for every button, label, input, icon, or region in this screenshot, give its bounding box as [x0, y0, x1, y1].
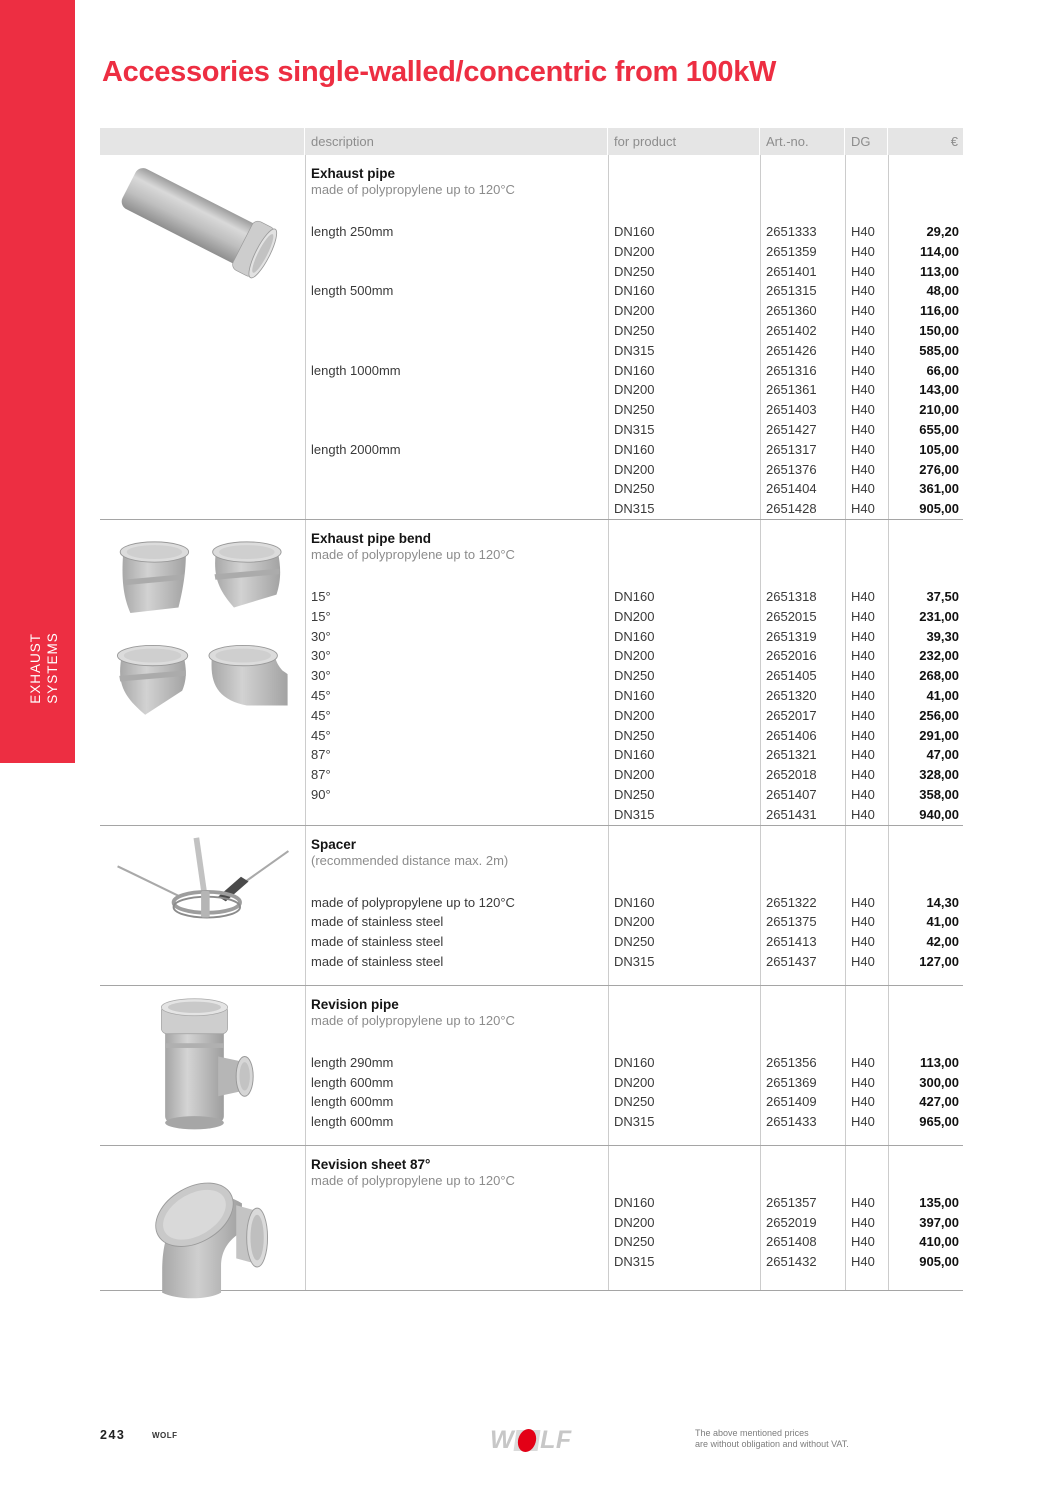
header-for-product: for product: [608, 128, 759, 155]
header-euro: €: [888, 128, 963, 155]
cell-price: 291,00: [919, 727, 959, 743]
cell-prod: DN250: [614, 668, 655, 684]
table-row: [100, 440, 963, 460]
product-photo: [100, 834, 305, 946]
cell-prod: DN315: [614, 421, 655, 437]
cell-desc: 15°: [311, 608, 331, 624]
cell-price: 397,00: [919, 1214, 959, 1230]
cell-prod: DN250: [614, 481, 655, 497]
cell-price: 143,00: [919, 382, 959, 398]
cell-dg: H40: [851, 362, 875, 378]
cell-artno: 2651433: [766, 1114, 817, 1130]
section-title: Revision pipe: [311, 996, 399, 1012]
cell-dg: H40: [851, 382, 875, 398]
cell-dg: H40: [851, 263, 875, 279]
cell-desc: [305, 1252, 608, 1272]
cell-price: 905,00: [919, 1254, 959, 1270]
cell-prod: DN200: [614, 648, 655, 664]
table-row: [100, 952, 963, 972]
cell-dg: H40: [851, 953, 875, 969]
cell-price: 965,00: [919, 1114, 959, 1130]
cell-artno: 2651437: [766, 953, 817, 969]
cell-artno: 2651401: [766, 263, 817, 279]
cell-artno: 2651404: [766, 481, 817, 497]
cell-desc: length 500mm: [311, 283, 394, 299]
cell-prod: DN200: [614, 608, 655, 624]
page-title: Accessories single-walled/concentric from 100kW: [102, 56, 777, 88]
cell-prod: DN160: [614, 894, 655, 910]
product-section: [100, 986, 963, 1146]
section-title: Spacer: [311, 836, 357, 852]
cell-desc: [305, 400, 608, 420]
cell-desc: [305, 479, 608, 499]
table-row: [100, 765, 963, 785]
cell-dg: H40: [851, 608, 875, 624]
cell-prod: DN160: [614, 441, 655, 457]
cell-artno: 2651426: [766, 342, 817, 358]
cell-desc: 30°: [311, 648, 331, 664]
cell-artno: 2651315: [766, 283, 817, 299]
cell-dg: H40: [851, 687, 875, 703]
cell-prod: DN160: [614, 628, 655, 644]
cell-artno: 2651316: [766, 362, 817, 378]
cell-dg: H40: [851, 914, 875, 930]
cell-artno: 2651322: [766, 894, 817, 910]
table-row: [100, 420, 963, 440]
cell-dg: H40: [851, 501, 875, 517]
cell-desc: length 600mm: [311, 1094, 394, 1110]
cell-price: 410,00: [919, 1234, 959, 1250]
cell-price: 300,00: [919, 1074, 959, 1090]
brand-wordmark-small: WOLF: [152, 1431, 178, 1440]
revision-pipe-icon: [127, 994, 279, 1136]
sidebar-section-label: [27, 632, 61, 704]
cell-artno: 2651413: [766, 934, 817, 950]
header-art-no: Art.-no.: [760, 128, 844, 155]
cell-dg: H40: [851, 786, 875, 802]
table-row: [100, 321, 963, 341]
cell-desc: made of stainless steel: [311, 934, 444, 950]
cell-artno: 2651376: [766, 461, 817, 477]
cell-price: 905,00: [919, 501, 959, 517]
cell-price: 37,50: [926, 588, 959, 604]
cell-dg: H40: [851, 747, 875, 763]
header-dg: DG: [845, 128, 887, 155]
cell-prod: DN200: [614, 767, 655, 783]
cell-desc: [305, 321, 608, 341]
cell-prod: DN200: [614, 303, 655, 319]
table-row: [100, 361, 963, 381]
cell-desc: 30°: [311, 668, 331, 684]
cell-desc: length 2000mm: [311, 441, 401, 457]
section-title: Exhaust pipe: [311, 166, 396, 181]
cell-prod: DN250: [614, 786, 655, 802]
cell-artno: 2651431: [766, 806, 817, 822]
cell-prod: DN200: [614, 1074, 655, 1090]
section-title: Exhaust pipe bend: [311, 530, 432, 546]
page-footer: [100, 1428, 963, 1468]
cell-dg: H40: [851, 628, 875, 644]
cell-prod: DN250: [614, 727, 655, 743]
product-photo: [100, 163, 305, 285]
pipe-bends-icon: [110, 528, 295, 724]
cell-prod: DN160: [614, 747, 655, 763]
cell-dg: H40: [851, 727, 875, 743]
cell-dg: H40: [851, 322, 875, 338]
cell-artno: 2651321: [766, 747, 817, 763]
cell-desc: length 600mm: [311, 1074, 394, 1090]
cell-artno: 2651402: [766, 322, 817, 338]
cell-artno: 2651360: [766, 303, 817, 319]
section-title: Revision sheet 87°: [311, 1156, 431, 1172]
product-section: [100, 520, 963, 826]
price-disclaimer: [695, 1428, 849, 1450]
cell-artno: 2651359: [766, 243, 817, 259]
section-subtitle: made of polypropylene up to 120°C: [311, 182, 515, 197]
product-table: [100, 128, 963, 1291]
cell-prod: DN160: [614, 1054, 655, 1070]
section-subtitle: (recommended distance max. 2m): [311, 852, 509, 868]
price-disclaimer-line1: The above mentioned prices: [695, 1428, 809, 1438]
cell-prod: DN315: [614, 342, 655, 358]
cell-price: 114,00: [919, 243, 959, 259]
cell-dg: H40: [851, 243, 875, 259]
cell-desc: 87°: [311, 767, 331, 783]
cell-price: 210,00: [919, 402, 959, 418]
cell-price: 427,00: [919, 1094, 959, 1110]
cell-artno: 2651409: [766, 1094, 817, 1110]
cell-prod: DN200: [614, 707, 655, 723]
cell-prod: DN160: [614, 588, 655, 604]
cell-artno: 2652019: [766, 1214, 817, 1230]
cell-dg: H40: [851, 283, 875, 299]
cell-prod: DN200: [614, 461, 655, 477]
cell-dg: H40: [851, 1234, 875, 1250]
cell-price: 39,30: [926, 628, 959, 644]
revision-sheet-icon: [122, 1154, 284, 1304]
table-row: [100, 380, 963, 400]
cell-prod: DN315: [614, 1254, 655, 1270]
cell-desc: 15°: [311, 588, 331, 604]
cell-desc: [305, 499, 608, 519]
logo-letter-w: W: [490, 1426, 515, 1454]
cell-dg: H40: [851, 1054, 875, 1070]
logo-red-dot-icon: [514, 1430, 541, 1451]
cell-artno: 2652017: [766, 707, 817, 723]
cell-desc: [305, 301, 608, 321]
cell-prod: DN160: [614, 1194, 655, 1210]
cell-dg: H40: [851, 1114, 875, 1130]
cell-desc: length 290mm: [311, 1054, 394, 1070]
cell-desc: [305, 341, 608, 361]
cell-desc: made of stainless steel: [311, 953, 444, 969]
cell-artno: 2651408: [766, 1234, 817, 1250]
cell-price: 42,00: [926, 934, 959, 950]
cell-dg: H40: [851, 421, 875, 437]
wolf-logo: [490, 1426, 572, 1455]
table-row: [100, 499, 963, 519]
cell-dg: H40: [851, 767, 875, 783]
sidebar-label-line2: SYSTEMS: [45, 632, 60, 704]
cell-desc: length 250mm: [311, 224, 394, 239]
straight-pipe-icon: [113, 163, 293, 285]
cell-price: 41,00: [926, 914, 959, 930]
cell-desc: length 1000mm: [311, 362, 401, 378]
cell-dg: H40: [851, 342, 875, 358]
cell-dg: H40: [851, 648, 875, 664]
cell-prod: DN315: [614, 953, 655, 969]
section-subtitle: made of polypropylene up to 120°C: [311, 1012, 515, 1028]
cell-price: 135,00: [919, 1194, 959, 1210]
cell-prod: DN200: [614, 382, 655, 398]
cell-price: 29,20: [926, 224, 959, 239]
cell-desc: [305, 1232, 608, 1252]
cell-artno: 2651432: [766, 1254, 817, 1270]
cell-prod: DN200: [614, 1214, 655, 1230]
cell-artno: 2651320: [766, 687, 817, 703]
product-photo: [100, 528, 305, 724]
cell-price: 14,30: [926, 894, 959, 910]
cell-dg: H40: [851, 806, 875, 822]
cell-desc: [305, 262, 608, 282]
cell-prod: DN200: [614, 914, 655, 930]
cell-artno: 2652016: [766, 648, 817, 664]
cell-prod: DN160: [614, 283, 655, 299]
cell-prod: DN250: [614, 402, 655, 418]
cell-price: 113,00: [919, 1054, 959, 1070]
cell-dg: H40: [851, 934, 875, 950]
cell-artno: 2651375: [766, 914, 817, 930]
cell-price: 47,00: [926, 747, 959, 763]
cell-price: 231,00: [919, 608, 959, 624]
cell-dg: H40: [851, 1094, 875, 1110]
cell-prod: DN250: [614, 1234, 655, 1250]
cell-artno: 2651317: [766, 441, 817, 457]
cell-artno: 2651406: [766, 727, 817, 743]
cell-desc: made of stainless steel: [311, 914, 444, 930]
cell-dg: H40: [851, 1074, 875, 1090]
table-row: [100, 785, 963, 805]
table-row: [100, 805, 963, 825]
cell-artno: 2651427: [766, 421, 817, 437]
table-row: [100, 726, 963, 746]
product-section: [100, 155, 963, 520]
section-subtitle: made of polypropylene up to 120°C: [311, 546, 515, 562]
cell-price: 232,00: [919, 648, 959, 664]
cell-price: 48,00: [926, 283, 959, 299]
red-sidebar: [0, 0, 75, 763]
cell-dg: H40: [851, 707, 875, 723]
price-disclaimer-line2: are without obligation and without VAT.: [695, 1439, 849, 1449]
cell-artno: 2651333: [766, 224, 817, 239]
cell-artno: 2652018: [766, 767, 817, 783]
cell-artno: 2651318: [766, 588, 817, 604]
cell-price: 41,00: [926, 687, 959, 703]
cell-artno: 2651356: [766, 1054, 817, 1070]
table-row: [100, 479, 963, 499]
cell-desc: [305, 1193, 608, 1213]
cell-dg: H40: [851, 1214, 875, 1230]
table-body: [100, 155, 963, 1291]
cell-price: 116,00: [919, 303, 959, 319]
product-section: [100, 1146, 963, 1291]
cell-desc: [305, 1213, 608, 1233]
cell-price: 358,00: [919, 786, 959, 802]
cell-prod: DN160: [614, 224, 655, 239]
cell-price: 268,00: [919, 668, 959, 684]
cell-desc: [305, 805, 608, 825]
cell-desc: 30°: [311, 628, 331, 644]
cell-prod: DN250: [614, 1094, 655, 1110]
cell-prod: DN200: [614, 243, 655, 259]
table-header-row: [100, 128, 963, 155]
cell-prod: DN315: [614, 806, 655, 822]
cell-artno: 2651361: [766, 382, 817, 398]
table-row: [100, 460, 963, 480]
cell-dg: H40: [851, 303, 875, 319]
cell-price: 940,00: [919, 806, 959, 822]
cell-price: 150,00: [919, 322, 959, 338]
product-photo: [100, 1154, 305, 1304]
cell-desc: length 600mm: [311, 1114, 394, 1130]
table-row: [100, 745, 963, 765]
product-photo: [100, 994, 305, 1136]
cell-dg: H40: [851, 588, 875, 604]
cell-desc: [305, 380, 608, 400]
cell-artno: 2651403: [766, 402, 817, 418]
cell-prod: DN315: [614, 1114, 655, 1130]
cell-desc: [305, 420, 608, 440]
cell-price: 276,00: [919, 461, 959, 477]
cell-desc: 87°: [311, 747, 331, 763]
cell-dg: H40: [851, 894, 875, 910]
cell-prod: DN250: [614, 934, 655, 950]
table-row: [100, 341, 963, 361]
cell-dg: H40: [851, 1254, 875, 1270]
cell-price: 127,00: [919, 953, 959, 969]
sidebar-label-line1: EXHAUST: [28, 632, 43, 704]
header-description: description: [305, 128, 607, 155]
cell-desc: 45°: [311, 727, 331, 743]
cell-prod: DN250: [614, 322, 655, 338]
header-image-column: [100, 128, 304, 155]
cell-dg: H40: [851, 461, 875, 477]
section-subtitle: made of polypropylene up to 120°C: [311, 1172, 515, 1188]
logo-letters-lf: LF: [540, 1426, 572, 1454]
cell-price: 361,00: [919, 481, 959, 497]
cell-artno: 2651407: [766, 786, 817, 802]
cell-price: 66,00: [926, 362, 959, 378]
spacer-wire-icon: [107, 834, 299, 946]
cell-artno: 2651428: [766, 501, 817, 517]
cell-price: 585,00: [919, 342, 959, 358]
cell-dg: H40: [851, 402, 875, 418]
cell-dg: H40: [851, 668, 875, 684]
cell-prod: DN315: [614, 501, 655, 517]
cell-dg: H40: [851, 481, 875, 497]
cell-desc: made of polypropylene up to 120°C: [311, 894, 515, 910]
cell-artno: 2651405: [766, 668, 817, 684]
product-section: [100, 826, 963, 986]
cell-price: 256,00: [919, 707, 959, 723]
cell-artno: 2652015: [766, 608, 817, 624]
table-row: [100, 301, 963, 321]
cell-prod: DN160: [614, 362, 655, 378]
cell-price: 655,00: [919, 421, 959, 437]
cell-desc: 45°: [311, 687, 331, 703]
cell-prod: DN160: [614, 687, 655, 703]
cell-price: 328,00: [919, 767, 959, 783]
cell-dg: H40: [851, 224, 875, 239]
cell-desc: [305, 460, 608, 480]
cell-dg: H40: [851, 441, 875, 457]
cell-artno: 2651319: [766, 628, 817, 644]
cell-price: 113,00: [919, 263, 959, 279]
cell-dg: H40: [851, 1194, 875, 1210]
page-number: 243: [100, 1428, 126, 1442]
cell-artno: 2651357: [766, 1194, 817, 1210]
cell-price: 105,00: [919, 441, 959, 457]
cell-desc: [305, 242, 608, 262]
table-row: [100, 400, 963, 420]
cell-prod: DN250: [614, 263, 655, 279]
cell-artno: 2651369: [766, 1074, 817, 1090]
cell-desc: 45°: [311, 707, 331, 723]
cell-desc: 90°: [311, 786, 331, 802]
